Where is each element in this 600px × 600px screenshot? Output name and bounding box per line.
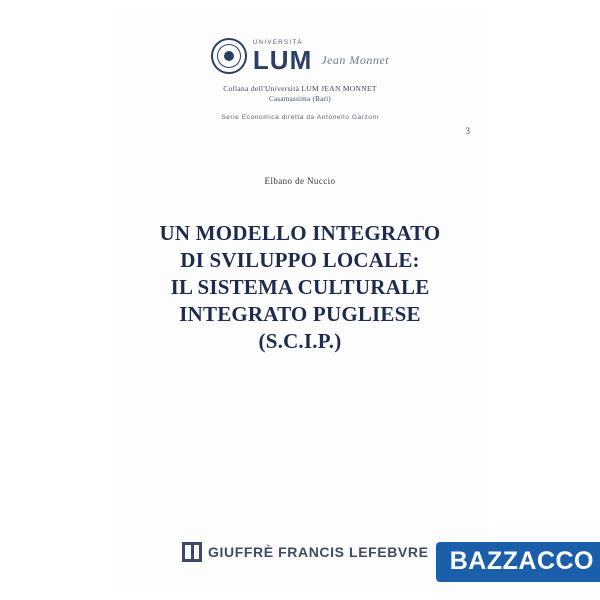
book-title <box>112 220 488 354</box>
title-line-1: UN MODELLO INTEGRATO <box>159 221 441 245</box>
author-name: Elbano de Nuccio <box>264 176 336 186</box>
title-line-4: INTEGRATO PUGLIESE <box>179 301 421 326</box>
series-editor-line: Serie Economica diretta da Antonello Garzoni <box>221 113 379 121</box>
watermark-badge: BAZZACCO <box>436 542 600 582</box>
publisher-footer <box>112 536 488 570</box>
book-cover <box>112 8 488 592</box>
series-line-2: Casamassima (Bari) <box>269 95 331 104</box>
series-line-1: Collana dell'Università LUM JEAN MONNET <box>223 84 377 93</box>
university-label: UNIVERSITÀ <box>252 39 303 46</box>
university-subname: Jean Monnet <box>321 52 390 67</box>
university-logo <box>112 38 488 74</box>
series-collection <box>112 83 488 105</box>
publisher-name: GIUFFRÈ FRANCIS LEFEBVRE <box>208 544 429 560</box>
title-line-2: DI SVILUPPO LOCALE: <box>180 247 420 272</box>
university-acronym: LUM <box>252 44 313 75</box>
university-crest-icon <box>211 38 247 74</box>
publisher-logo <box>182 542 429 562</box>
series-number: 3 <box>465 126 470 136</box>
title-line-3: IL SISTEMA CULTURALE <box>170 274 430 299</box>
publisher-logo-block <box>112 38 488 121</box>
university-wordmark <box>253 40 389 73</box>
title-line-5: (S.C.I.P.) <box>258 328 342 353</box>
giuffre-logo-icon <box>182 542 202 562</box>
